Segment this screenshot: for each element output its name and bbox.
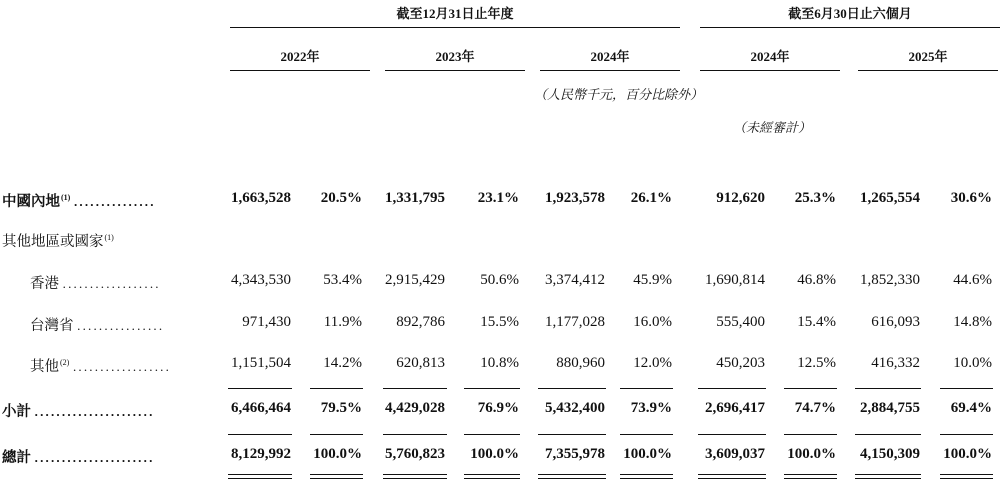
subtotal-rule xyxy=(784,388,837,389)
value-cell: 4,150,309 xyxy=(860,446,920,462)
header-group-interim: 截至6月30日止六個月 xyxy=(788,6,912,21)
value-cell: 50.6% xyxy=(480,272,519,288)
value-cell: 1,923,578 xyxy=(545,190,605,206)
table-row-total xyxy=(0,446,1000,470)
row-label-text: 小計 xyxy=(2,404,31,420)
value-cell: 16.0% xyxy=(633,314,672,330)
value-cell: 892,786 xyxy=(396,314,445,330)
total-double-rule xyxy=(228,474,292,479)
value-cell: 44.6% xyxy=(953,272,992,288)
value-cell: 100.0% xyxy=(623,446,672,462)
row-label-text: 台灣省 xyxy=(30,318,74,334)
total-rule xyxy=(620,434,673,435)
value-cell: 45.9% xyxy=(633,272,672,288)
year-header-2024-interim-rule xyxy=(700,70,840,71)
subtotal-rule xyxy=(855,388,921,389)
value-cell: 15.4% xyxy=(797,314,836,330)
value-cell: 1,663,528 xyxy=(231,190,291,206)
leader-dots: ................ xyxy=(77,318,165,333)
total-rule xyxy=(940,434,993,435)
value-cell: 100.0% xyxy=(787,446,836,462)
value-cell: 79.5% xyxy=(320,400,362,416)
leader-dots: ............... xyxy=(73,194,156,209)
total-rule xyxy=(464,434,520,435)
value-cell: 1,151,504 xyxy=(231,355,291,371)
total-rule xyxy=(383,434,447,435)
year-header-2023-rule xyxy=(385,70,525,71)
value-cell: 12.5% xyxy=(797,355,836,371)
leader-dots: ...................... xyxy=(34,404,155,419)
total-double-rule xyxy=(940,474,993,479)
value-cell: 5,432,400 xyxy=(545,400,605,416)
year-header-2024-interim: 2024年 xyxy=(750,49,790,64)
value-cell: 25.3% xyxy=(794,190,836,206)
value-cell: 23.1% xyxy=(477,190,519,206)
value-cell: 69.4% xyxy=(950,400,992,416)
total-rule xyxy=(228,434,292,435)
total-rule xyxy=(310,434,363,435)
row-label-text: 香港 xyxy=(30,276,59,292)
value-cell: 30.6% xyxy=(950,190,992,206)
value-cell: 416,332 xyxy=(871,355,920,371)
value-cell: 1,265,554 xyxy=(860,190,920,206)
row-label-text: 其他 xyxy=(30,359,59,375)
value-cell: 10.0% xyxy=(953,355,992,371)
value-cell: 15.5% xyxy=(480,314,519,330)
value-cell: 8,129,992 xyxy=(231,446,291,462)
total-double-rule xyxy=(784,474,837,479)
unaudited-note: （未經審計） xyxy=(733,120,812,135)
subtotal-rule xyxy=(698,388,766,389)
value-cell: 100.0% xyxy=(470,446,519,462)
total-double-rule xyxy=(310,474,363,479)
value-cell: 1,852,330 xyxy=(860,272,920,288)
total-double-rule xyxy=(855,474,921,479)
header-group-interim-rule xyxy=(700,27,1000,28)
year-header-2024: 2024年 xyxy=(590,49,630,64)
value-cell: 100.0% xyxy=(943,446,992,462)
value-cell: 4,343,530 xyxy=(231,272,291,288)
unit-note: （人民幣千元，百分比除外） xyxy=(534,87,704,102)
subtotal-rule xyxy=(383,388,447,389)
total-double-rule xyxy=(383,474,447,479)
value-cell: 555,400 xyxy=(716,314,765,330)
value-cell: 12.0% xyxy=(633,355,672,371)
total-rule xyxy=(698,434,766,435)
subtotal-rule xyxy=(464,388,520,389)
value-cell: 450,203 xyxy=(716,355,765,371)
value-cell: 7,355,978 xyxy=(545,446,605,462)
leader-dots: .................. xyxy=(62,276,161,291)
value-cell: 73.9% xyxy=(630,400,672,416)
header-group-annual: 截至12月31日止年度 xyxy=(396,6,514,21)
leader-dots: ...................... xyxy=(34,450,155,465)
value-cell: 1,331,795 xyxy=(385,190,445,206)
value-cell: 2,884,755 xyxy=(860,400,920,416)
year-header-2022-rule xyxy=(230,70,370,71)
value-cell: 4,429,028 xyxy=(385,400,445,416)
value-cell: 14.8% xyxy=(953,314,992,330)
row-label-text: 中國內地 xyxy=(2,194,60,210)
table-row-hong-kong xyxy=(0,272,1000,296)
value-cell: 14.2% xyxy=(323,355,362,371)
footnote-marker: (1) xyxy=(104,233,114,243)
year-header-2025-interim-rule xyxy=(858,70,998,71)
total-double-rule xyxy=(538,474,606,479)
value-cell: 2,696,417 xyxy=(705,400,765,416)
value-cell: 6,466,464 xyxy=(231,400,291,416)
subtotal-rule xyxy=(620,388,673,389)
value-cell: 100.0% xyxy=(313,446,362,462)
value-cell: 620,813 xyxy=(396,355,445,371)
table-row-taiwan xyxy=(0,314,1000,338)
value-cell: 20.5% xyxy=(320,190,362,206)
subtotal-rule xyxy=(940,388,993,389)
value-cell: 3,374,412 xyxy=(545,272,605,288)
value-cell: 10.8% xyxy=(480,355,519,371)
table-row-subtotal xyxy=(0,400,1000,424)
table-row-others xyxy=(0,355,1000,379)
year-header-2025-interim: 2025年 xyxy=(908,49,948,64)
total-double-rule xyxy=(620,474,673,479)
value-cell: 616,093 xyxy=(871,314,920,330)
total-double-rule xyxy=(698,474,766,479)
value-cell: 53.4% xyxy=(323,272,362,288)
leader-dots: .................. xyxy=(72,359,172,374)
header-group-annual-rule xyxy=(230,27,680,28)
value-cell: 971,430 xyxy=(242,314,291,330)
value-cell: 1,690,814 xyxy=(705,272,765,288)
value-cell: 2,915,429 xyxy=(385,272,445,288)
value-cell: 46.8% xyxy=(797,272,836,288)
footnote-marker: (1) xyxy=(61,193,71,203)
value-cell: 74.7% xyxy=(794,400,836,416)
total-rule xyxy=(538,434,606,435)
subtotal-rule xyxy=(228,388,292,389)
table-row-mainland-china xyxy=(0,190,1000,214)
year-header-2024-rule xyxy=(540,70,680,71)
year-header-2023: 2023年 xyxy=(435,49,475,64)
value-cell: 880,960 xyxy=(556,355,605,371)
value-cell: 76.9% xyxy=(477,400,519,416)
total-double-rule xyxy=(464,474,520,479)
row-label-other-regions xyxy=(2,230,114,251)
value-cell: 26.1% xyxy=(630,190,672,206)
total-rule xyxy=(784,434,837,435)
row-label-text: 其他地區或國家 xyxy=(2,234,104,250)
value-cell: 912,620 xyxy=(716,190,765,206)
subtotal-rule xyxy=(538,388,606,389)
value-cell: 5,760,823 xyxy=(385,446,445,462)
footnote-marker: (2) xyxy=(60,358,70,368)
value-cell: 3,609,037 xyxy=(705,446,765,462)
value-cell: 11.9% xyxy=(323,314,362,330)
total-rule xyxy=(855,434,921,435)
year-header-2022: 2022年 xyxy=(280,49,320,64)
value-cell: 1,177,028 xyxy=(545,314,605,330)
row-label-text: 總計 xyxy=(2,450,31,466)
subtotal-rule xyxy=(310,388,363,389)
